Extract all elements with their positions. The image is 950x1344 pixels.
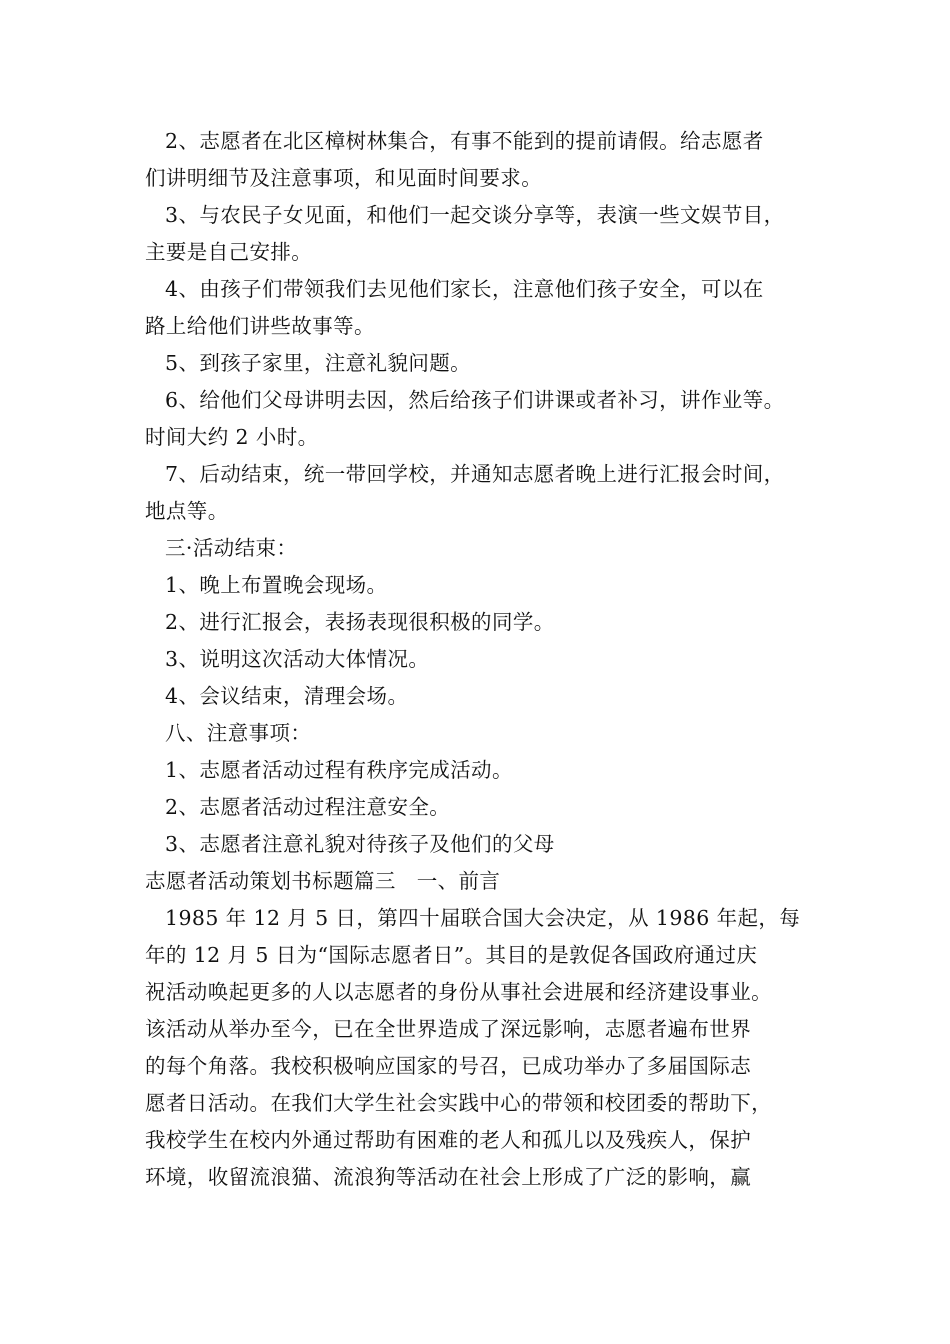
- text-line: 的每个角落。我校积极响应国家的号召，已成功举办了多届国际志: [145, 1054, 752, 1078]
- text-line: 2、进行汇报会，表扬表现很积极的同学。: [165, 610, 555, 634]
- section-title: 志愿者活动策划书标题篇三 一、前言: [145, 869, 501, 893]
- text-line: 3、与农民子女见面，和他们一起交谈分享等，表演一些文娱节目，: [165, 203, 785, 227]
- text-line: 2、志愿者在北区樟树林集合，有事不能到的提前请假。给志愿者: [165, 129, 764, 153]
- text-line: 1、晚上布置晚会现场。: [165, 573, 388, 597]
- text-line: 2、志愿者活动过程注意安全。: [165, 795, 451, 819]
- text-line: 们讲明细节及注意事项，和见面时间要求。: [145, 166, 543, 190]
- text-line: 祝活动唤起更多的人以志愿者的身份从事社会进展和经济建设事业。: [145, 980, 772, 1004]
- text-line: 7、后动结束，统一带回学校，并通知志愿者晚上进行汇报会时间，: [165, 462, 785, 486]
- text-line: 愿者日活动。在我们大学生社会实践中心的带领和校团委的帮助下，: [145, 1091, 772, 1115]
- text-line: 4、由孩子们带领我们去见他们家长，注意他们孩子安全，可以在: [165, 277, 764, 301]
- text-line: 路上给他们讲些故事等。: [145, 314, 375, 338]
- text-line: 3、志愿者注意礼貌对待孩子及他们的父母: [165, 832, 555, 856]
- text-line: 3、说明这次活动大体情况。: [165, 647, 430, 671]
- text-line: 环境，收留流浪猫、流浪狗等活动在社会上形成了广泛的影响，赢: [145, 1165, 752, 1189]
- text-line: 地点等。: [145, 499, 229, 523]
- text-line: 主要是自己安排。: [145, 240, 313, 264]
- text-line: 1985 年 12 月 5 日，第四十届联合国大会决定，从 1986 年起，每: [165, 906, 801, 930]
- text-line: 6、给他们父母讲明去因，然后给孩子们讲课或者补习，讲作业等。: [165, 388, 785, 412]
- text-line: 5、到孩子家里，注意礼貌问题。: [165, 351, 472, 375]
- text-line: 我校学生在校内外通过帮助有困难的老人和孤儿以及残疾人，保护: [145, 1128, 752, 1152]
- text-line: 时间大约 2 小时。: [145, 425, 319, 449]
- section-heading: 八、注意事项：: [165, 721, 312, 745]
- text-line: 1、志愿者活动过程有秩序完成活动。: [165, 758, 513, 782]
- section-heading: 三·活动结束：: [165, 536, 298, 560]
- text-line: 4、会议结束，清理会场。: [165, 684, 409, 708]
- text-line: 该活动从举办至今，已在全世界造成了深远影响，志愿者遍布世界: [145, 1017, 752, 1041]
- text-line: 年的 12 月 5 日为“国际志愿者日”。其目的是敦促各国政府通过庆: [145, 943, 758, 967]
